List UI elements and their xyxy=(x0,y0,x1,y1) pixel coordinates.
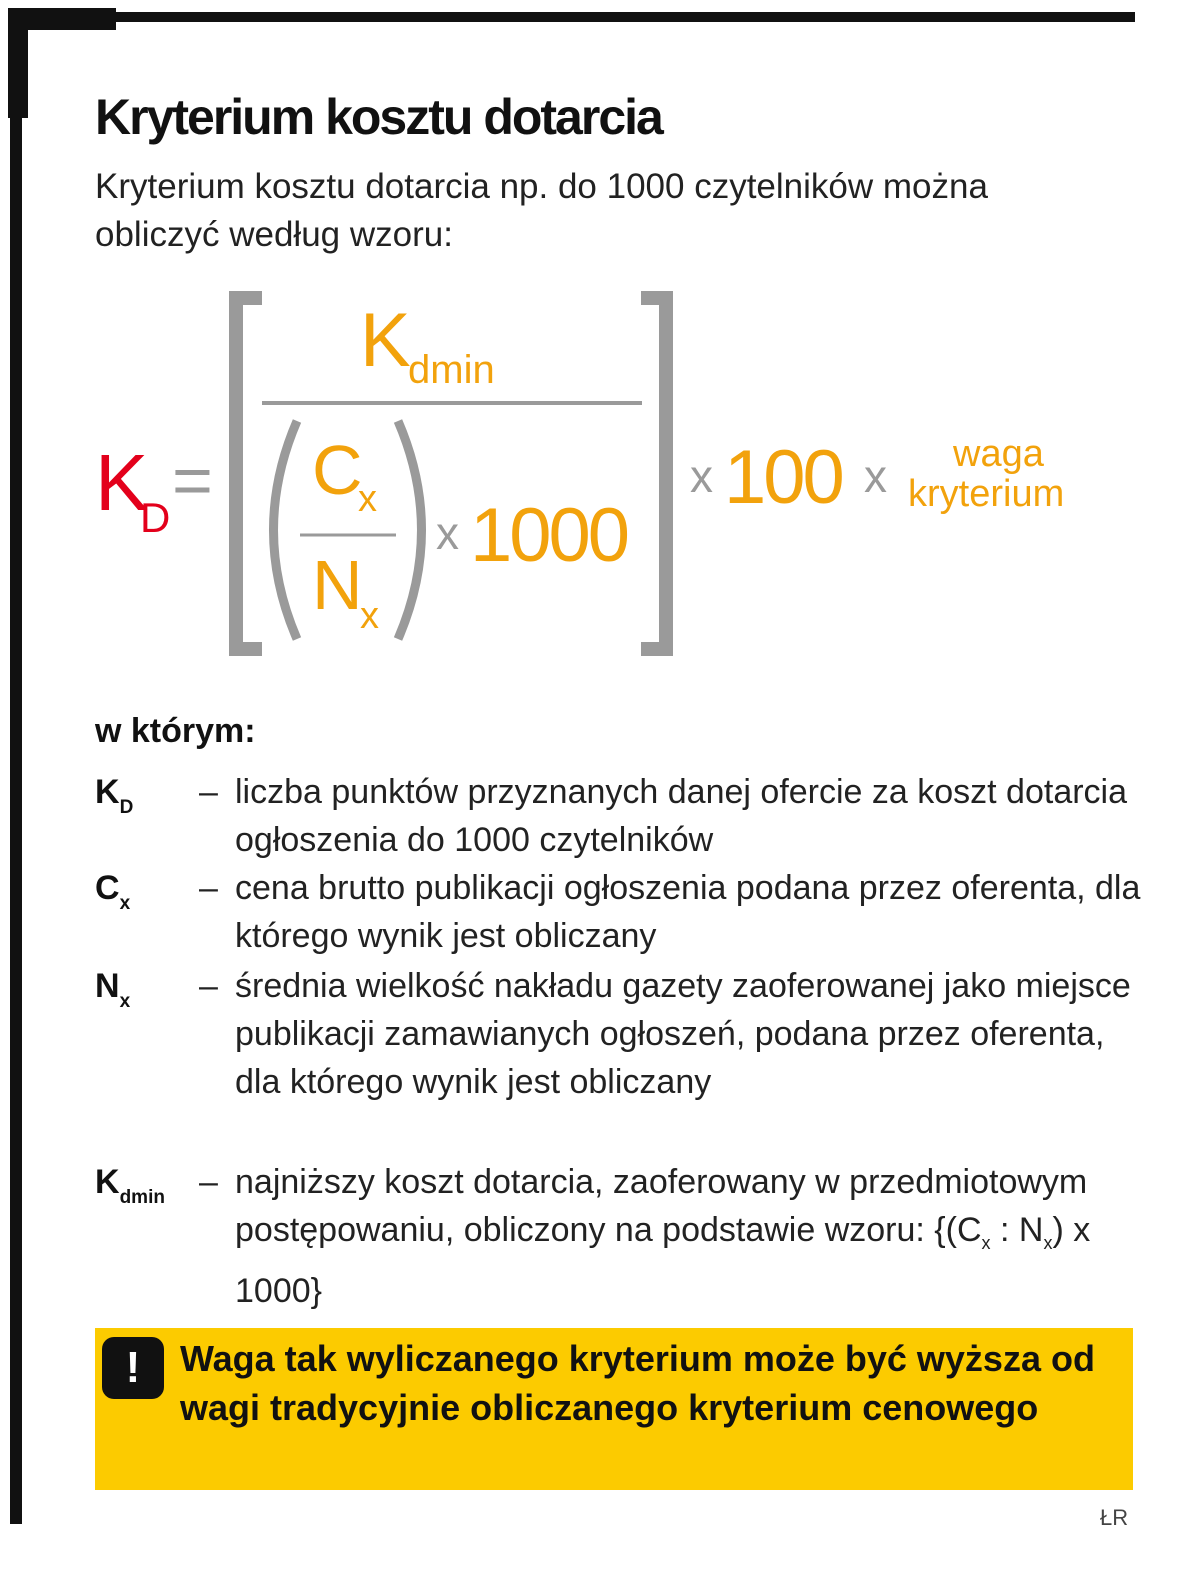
exclamation-icon: ! xyxy=(102,1337,164,1399)
left-parenthesis xyxy=(274,421,298,639)
formula-kdmin-letter: K xyxy=(360,298,411,383)
right-square-bracket xyxy=(641,298,666,649)
definition-symbol: $K_D$ xyxy=(95,773,134,818)
definition-symbol: $K_{dmin}$ xyxy=(95,1163,165,1208)
formula-times-2: x xyxy=(690,450,713,502)
formula-kdmin-sub: dmin xyxy=(408,348,495,392)
right-parenthesis xyxy=(398,421,422,639)
formula-kd-sub: D xyxy=(140,494,171,541)
formula-weight-line1: waga xyxy=(953,433,1044,475)
formula-times-1: x xyxy=(436,507,459,559)
warning-note-text: Waga tak wyliczanego kryterium może być wyższa od wagi tradycyjnie obliczanego kryterium cenowego xyxy=(180,1338,1095,1428)
formula-cx-letter: C xyxy=(312,431,363,509)
formula-nx-sub: x xyxy=(360,595,379,637)
definition-dash: – xyxy=(199,967,218,1005)
left-square-bracket xyxy=(236,298,262,649)
formula-thousand: 1000 xyxy=(470,493,628,578)
frame-corner-vertical xyxy=(8,8,28,118)
formula xyxy=(0,285,1200,665)
author-credit: ŁR xyxy=(1100,1505,1129,1530)
formula-hundred: 100 xyxy=(724,435,842,520)
formula-nx-letter: N xyxy=(312,546,363,624)
definition-text: liczba punktów przyznanych danej ofercie za koszt dotarcia ogłoszenia do 1000 czytelników xyxy=(235,773,1128,859)
formula-equals: = xyxy=(172,441,213,519)
formula-cx-sub: x xyxy=(358,478,377,520)
definitions-heading: w którym: xyxy=(95,712,256,750)
definition-symbol: $C_x$ xyxy=(95,869,131,914)
intro-text: Kryterium kosztu dotarcia np. do 1000 czytelników można obliczyć według wzoru: xyxy=(95,167,988,254)
formula-kd-letter: K xyxy=(95,438,149,527)
definition-text: najniższy koszt dotarcia, zaoferowany w przedmiotowym postępowaniu, obliczony na podstawie wzoru: {($C_x$ : $N_x$) x 1000} xyxy=(235,1163,1091,1310)
definition-text: średnia wielkość nakładu gazety zaoferowanej jako miejsce publikacji zamawianych ogłoszeń, podana przez oferenta, dla którego wynik jest obliczany xyxy=(235,967,1131,1101)
definition-text: cena brutto publikacji ogłoszenia podana przez oferenta, dla którego wynik jest obliczany xyxy=(235,869,1141,955)
definition-dash: – xyxy=(199,1163,218,1201)
page-title: Kryterium kosztu dotarcia xyxy=(95,89,662,145)
formula-weight-line2: kryterium xyxy=(908,473,1065,515)
definition-dash: – xyxy=(199,773,218,811)
frame-top-border xyxy=(10,12,1135,22)
formula-times-3: x xyxy=(864,450,887,502)
definition-dash: – xyxy=(199,869,218,907)
definition-symbol: $N_x$ xyxy=(95,967,131,1012)
frame-left-border xyxy=(10,12,22,1524)
